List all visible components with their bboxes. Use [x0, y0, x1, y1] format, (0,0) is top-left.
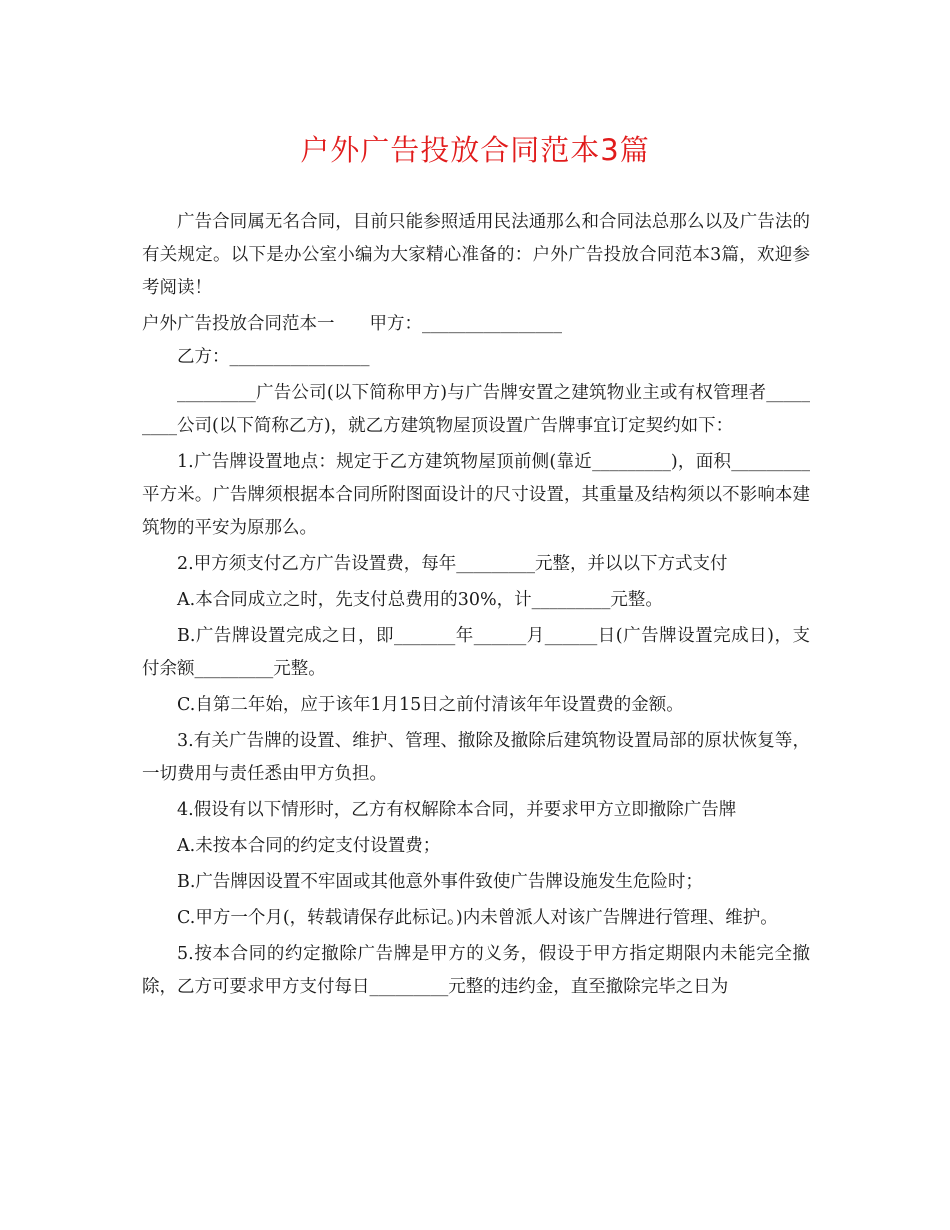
paragraph-clause-5: 5.按本合同的约定撤除广告牌是甲方的义务，假设于甲方指定期限内未能完全撤除，乙方可要求甲方支付每日_________元整的违约金，直至撤除完毕之日为 [142, 944, 810, 997]
paragraph-clause-4c: C.甲方一个月(，转载请保存此标记。)内未曾派人对该广告牌进行管理、维护。 [177, 908, 778, 928]
paragraph-clause-3: 3.有关广告牌的设置、维护、管理、撤除及撤除后建筑物设置局部的原状恢复等，一切费用与责任悉由甲方负担。 [142, 731, 810, 784]
paragraph-clause-2: 2.甲方须支付乙方广告设置费，每年_________元整，并以以下方式支付 [177, 554, 728, 574]
paragraph-clause-2a: A.本合同成立之时，先支付总费用的30%，计_________元整。 [177, 590, 663, 610]
paragraph-clause-4b: B.广告牌因设置不牢固或其他意外事件致使广告牌设施发生危险时； [177, 872, 703, 892]
paragraph-clause-4a: A.未按本合同的约定支付设置费； [177, 836, 441, 856]
paragraph-parties: _________广告公司(以下简称甲方)与广告牌安置之建筑物业主或有权管理者_________公司(以下简称乙方)，就乙方建筑物屋顶设置广告牌事宜订定契约如下： [142, 383, 810, 436]
document-title: 户外广告投放合同范本3篇 [300, 133, 650, 167]
document-body [142, 206, 810, 1007]
paragraph-party-b: 乙方：________________ [177, 347, 370, 367]
paragraph-clause-2b: B.广告牌设置完成之日，即_______年______月______日(广告牌设置完成日)，支付余额_________元整。 [142, 626, 810, 679]
paragraph-clause-1: 1.广告牌设置地点：规定于乙方建筑物屋顶前侧(靠近_________)，面积_________平方米。广告牌须根据本合同所附图面设计的尺寸设置，其重量及结构须以不影响本建筑物的平安为原那么。 [142, 452, 810, 538]
paragraph-intro: 广告合同属无名合同，目前只能参照适用民法通那么和合同法总那么以及广告法的有关规定。以下是办公室小编为大家精心准备的：户外广告投放合同范本3篇，欢迎参考阅读！ [142, 212, 810, 298]
paragraph-contract-one-heading: 户外广告投放合同范本一 甲方：________________ [142, 314, 562, 334]
paragraph-clause-2c: C.自第二年始，应于该年1月15日之前付清该年年设置费的金额。 [177, 695, 684, 715]
paragraph-clause-4: 4.假设有以下情形时，乙方有权解除本合同，并要求甲方立即撤除广告牌 [177, 800, 737, 820]
